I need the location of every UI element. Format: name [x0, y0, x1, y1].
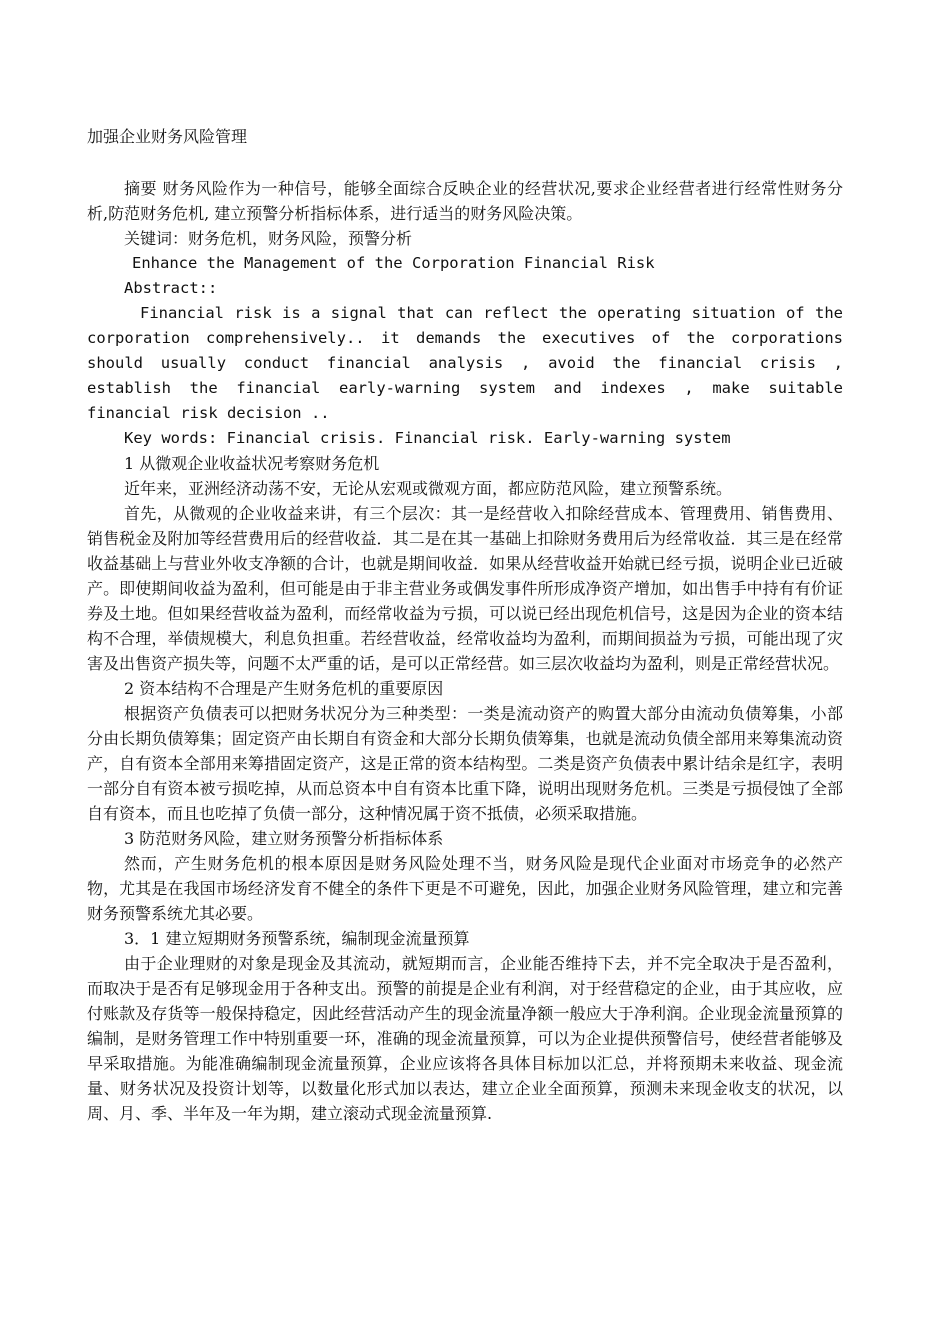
section-heading: 2 资本结构不合理是产生财务危机的重要原因 — [124, 679, 444, 698]
keywords-en: Key words: Financial crisis. Financial risk. Early-warning system — [124, 429, 731, 447]
section-paragraph: 根据资产负债表可以把财务状况分为三种类型：一类是流动资产的购置大部分由流动负债筹集，小部分由长期负债筹集；固定资产由长期自有资金和大部分长期负债筹集，也就是流动负债全部用来筹集流动资产，自有资本全部用来筹措固定资产，这是正常的资本结构型。二类是资产负债表中累计结余是红字，表明一部分自有资本被亏损吃掉，从而总资本中自有资本比重下降，说明出现财务危机。三类是亏损侵蚀了全部自有资本，而且也吃掉了负债一部分，这种情况属于资不抵债，必须采取措施。 — [87, 704, 843, 823]
abstract-en-text: Financial risk is a signal that can reflect the operating situation of the corporation comprehensively.. it demands the executives of the corporations should usually conduct financial analysis , avoid the financial crisis , establish the financial early-warning system and indexes , make suitable financial risk decision .. — [87, 304, 843, 422]
section-heading: 3．1 建立短期财务预警系统，编制现金流量预算 — [124, 929, 470, 948]
section-paragraph: 近年来，亚洲经济动荡不安，无论从宏观或微观方面，都应防范风险，建立预警系统。 — [124, 479, 733, 498]
english-title: Enhance the Management of the Corporation Financial Risk — [132, 254, 655, 272]
section-heading: 1 从微观企业收益状况考察财务危机 — [124, 454, 380, 473]
section-paragraph: 首先，从微观的企业收益来讲，有三个层次：其一是经营收入扣除经营成本、管理费用、销售费用、销售税金及附加等经营费用后的经营收益．其二是在其一基础上扣除财务费用后为经常收益．其三是在经常收益基础上与营业外收支净额的合计，也就是期间收益．如果从经营收益开始就已经亏损，说明企业已近破产。即使期间收益为盈利，但可能是由于非主营业务或偶发事件所形成净资产增加，如出售手中持有有价证券及土地。但如果经营收益为盈利，而经常收益为亏损，可以说已经出现危机信号，这是因为企业的资本结构不合理，举债规模大，利息负担重。若经营收益，经常收益均为盈利，而期间损益为亏损，可能出现了灾害及出售资产损失等，问题不太严重的话，是可以正常经营。如三层次收益均为盈利，则是正常经营状况。 — [87, 504, 843, 673]
abstract-label-en: Abstract:: — [124, 279, 218, 297]
section-heading: 3 防范财务风险，建立财务预警分析指标体系 — [124, 829, 444, 848]
section-paragraph: 然而，产生财务危机的根本原因是财务风险处理不当，财务风险是现代企业面对市场竞争的必然产物，尤其是在我国市场经济发育不健全的条件下更是不可避免，因此，加强企业财务风险管理，建立和完善财务预警系统尤其必要。 — [87, 854, 843, 923]
keywords-cn: 关键词：财务危机，财务风险，预警分析 — [124, 229, 413, 248]
document-title: 加强企业财务风险管理 — [87, 127, 248, 146]
abstract-en — [87, 301, 843, 426]
document-page — [87, 124, 843, 1126]
section-paragraph: 由于企业理财的对象是现金及其流动，就短期而言，企业能否维持下去，并不完全取决于是否盈利，而取决于是否有足够现金用于各种支出。预警的前提是企业有利润，对于经营稳定的企业，由于其应收，应付账款及存货等一般保持稳定，因此经营活动产生的现金流量净额一般应大于净利润。企业现金流量预算的编制，是财务管理工作中特别重要一环，准确的现金流量预算，可以为企业提供预警信号，使经营者能够及早采取措施。为能准确编制现金流量预算，企业应该将各具体目标加以汇总，并将预期未来收益、现金流量、财务状况及投资计划等，以数量化形式加以表达，建立企业全面预算，预测未来现金收支的状况，以周、月、季、半年及一年为期，建立滚动式现金流量预算. — [87, 954, 843, 1123]
abstract-cn: 摘要 财务风险作为一种信号，能够全面综合反映企业的经营状况,要求企业经营者进行经常性财务分析,防范财务危机, 建立预警分析指标体系，进行适当的财务风险决策。 — [87, 179, 843, 223]
